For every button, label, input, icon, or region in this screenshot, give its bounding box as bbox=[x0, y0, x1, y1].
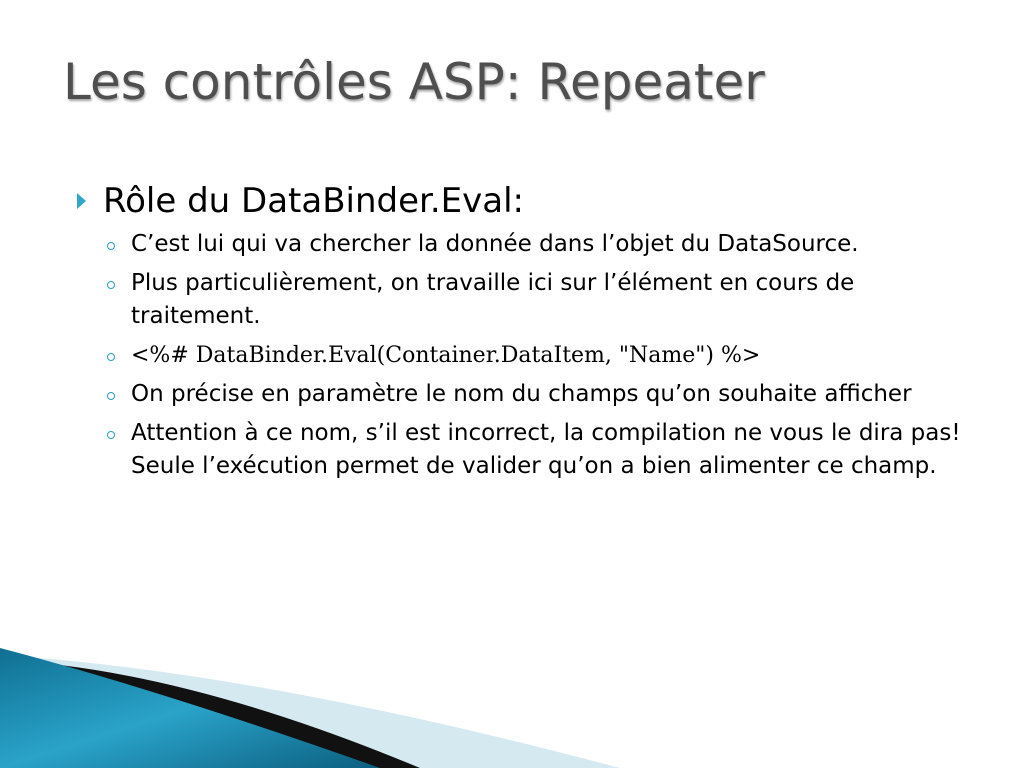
list-item-text: Attention à ce nom, s’il est incorrect, la compilation ne vous le dira pas! Seule l’exécution permet de valider qu’on a bien alimenter ce champ. bbox=[131, 420, 961, 479]
slide-title: Les contrôles ASP: Repeater bbox=[63, 53, 765, 111]
list-item-text: C’est lui qui va chercher la donnée dans l’objet du DataSource. bbox=[131, 231, 859, 257]
list-item-text: On précise en paramètre le nom du champs qu’on souhaite afficher bbox=[131, 381, 912, 407]
bullet-heading-text: Rôle du DataBinder.Eval: bbox=[103, 181, 525, 221]
list-item-text: Plus particulièrement, on travaille ici sur l’élément en cours de traitement. bbox=[131, 270, 855, 329]
list-item-text: <%# DataBinder.Eval(Container.DataItem, "Name") %> bbox=[131, 343, 761, 368]
